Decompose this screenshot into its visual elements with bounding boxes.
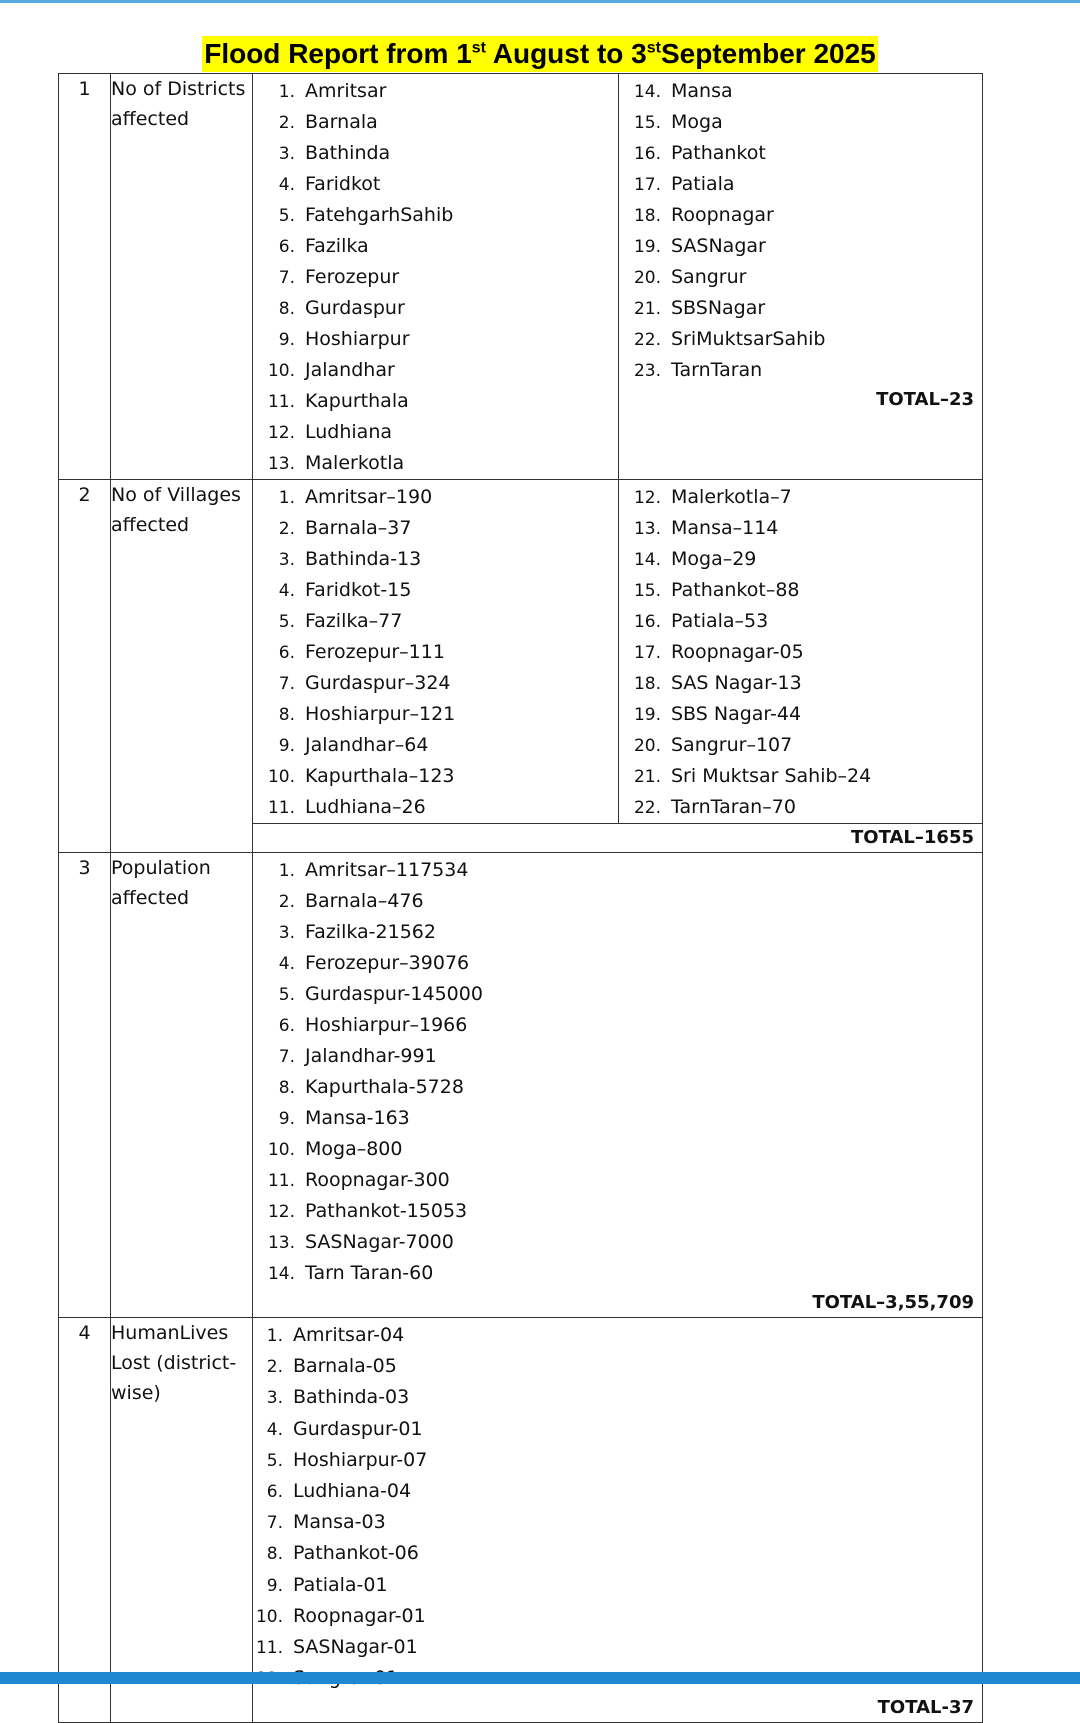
list-item <box>253 513 618 544</box>
list-item <box>619 107 982 138</box>
item-number: 17. <box>633 643 661 663</box>
item-number: 19. <box>633 705 661 725</box>
list-item <box>619 169 982 200</box>
item-text: Pathankot <box>671 142 766 164</box>
item-number: 10. <box>255 1606 283 1627</box>
item-number: 1. <box>266 1326 283 1346</box>
list-column-full <box>253 853 983 1318</box>
item-text: Barnala-05 <box>293 1355 397 1378</box>
item-text: Barnala <box>305 111 378 133</box>
list-item <box>253 417 618 448</box>
item-number: 3. <box>278 923 295 943</box>
section-label: No of Villages affected <box>111 480 253 853</box>
list-item <box>253 1320 982 1351</box>
section-row-districts <box>59 74 983 480</box>
item-text: TarnTaran <box>671 359 763 381</box>
item-number: 20. <box>633 268 661 288</box>
section-label: Population affected <box>111 853 253 1318</box>
item-text: SBSNagar <box>671 297 766 319</box>
item-text: Ferozepur–111 <box>305 641 445 663</box>
item-text: Fazilka <box>305 235 369 257</box>
item-number: 14. <box>633 550 661 570</box>
item-text: Ludhiana <box>305 421 393 443</box>
section-label: HumanLives Lost (district-wise) <box>111 1318 253 1723</box>
list-item <box>253 1570 982 1601</box>
list-item <box>619 792 982 823</box>
list-item <box>253 231 618 262</box>
list-item <box>253 1476 982 1507</box>
list-item <box>619 293 982 324</box>
village-list-left <box>253 480 618 823</box>
item-number: 1. <box>278 82 295 102</box>
list-item <box>253 1507 982 1538</box>
item-number: 23. <box>633 361 661 381</box>
section-number: 4 <box>59 1318 111 1723</box>
item-text: Pathankot–88 <box>671 579 800 601</box>
item-text: SBS Nagar-44 <box>671 703 802 725</box>
title-prefix: Flood Report from 1 <box>204 38 472 69</box>
title-suffix: September 2025 <box>660 38 876 69</box>
list-item <box>253 1196 982 1227</box>
item-number: 5. <box>278 985 295 1005</box>
list-item <box>253 1072 982 1103</box>
item-number: 4. <box>278 954 295 974</box>
item-number: 9. <box>278 736 295 756</box>
item-number: 7. <box>278 1047 295 1067</box>
section-row-population <box>59 853 983 1318</box>
list-item <box>253 1227 982 1258</box>
item-text: Hoshiarpur-07 <box>293 1448 428 1471</box>
item-text: Sangrur–107 <box>671 734 793 756</box>
item-text: Faridkot <box>305 173 381 195</box>
item-number: 15. <box>633 113 661 133</box>
title-sup-2: st <box>646 39 661 57</box>
list-item <box>619 355 982 386</box>
list-item <box>253 979 982 1010</box>
item-number: 14. <box>633 82 661 102</box>
item-number: 18. <box>633 206 661 226</box>
list-item <box>253 1351 982 1382</box>
item-text: Mansa-03 <box>293 1511 386 1534</box>
item-number: 6. <box>278 1016 295 1036</box>
list-item <box>253 107 618 138</box>
item-number: 22. <box>633 330 661 350</box>
list-item <box>253 1103 982 1134</box>
list-item <box>253 1134 982 1165</box>
list-item <box>253 293 618 324</box>
item-number: 12. <box>267 423 295 443</box>
list-item <box>253 886 982 917</box>
list-item <box>253 792 618 823</box>
item-text: Roopnagar-300 <box>305 1169 450 1191</box>
item-number: 5. <box>278 612 295 632</box>
list-item <box>253 1382 982 1413</box>
section-label: No of Districts affected <box>111 74 253 480</box>
report-title <box>202 36 878 72</box>
list-item <box>253 730 618 761</box>
list-item <box>619 513 982 544</box>
item-text: SASNagar-01 <box>293 1636 418 1659</box>
top-border-line <box>0 0 1080 3</box>
item-number: 9. <box>278 1109 295 1129</box>
item-text: Hoshiarpur–121 <box>305 703 456 725</box>
district-list-left <box>253 74 618 479</box>
item-number: 1. <box>278 488 295 508</box>
item-number: 16. <box>633 144 661 164</box>
item-number: 9. <box>266 1575 283 1596</box>
item-number: 10. <box>267 361 295 381</box>
item-number: 6. <box>278 643 295 663</box>
section-total: TOTAL–23 <box>876 389 974 410</box>
list-item <box>619 200 982 231</box>
total-cell <box>253 824 983 853</box>
section-total: TOTAL–1655 <box>851 827 974 848</box>
item-text: Amritsar-04 <box>293 1324 405 1346</box>
item-text: Kapurthala-5728 <box>305 1076 464 1098</box>
item-text: Hoshiarpur <box>305 328 410 350</box>
list-item <box>619 324 982 355</box>
section-number: 3 <box>59 853 111 1318</box>
item-text: Patiala–53 <box>671 610 769 632</box>
item-text: Moga–29 <box>671 548 757 570</box>
item-text: Moga <box>671 111 723 133</box>
item-number: 7. <box>278 674 295 694</box>
list-column-left <box>253 480 619 824</box>
item-text: Ferozepur–39076 <box>305 952 470 974</box>
list-item <box>253 1165 982 1196</box>
list-item <box>619 699 982 730</box>
list-item <box>619 76 982 107</box>
list-item <box>253 606 618 637</box>
item-number: 11. <box>255 1638 283 1659</box>
item-text: Kapurthala <box>305 390 409 412</box>
item-number: 21. <box>633 767 661 787</box>
item-text: SASNagar-7000 <box>305 1231 454 1253</box>
item-text: SriMuktsarSahib <box>671 328 826 350</box>
list-item <box>253 1041 982 1072</box>
list-item <box>619 575 982 606</box>
list-item <box>253 262 618 293</box>
item-text: Bathinda-13 <box>305 548 422 570</box>
list-item <box>253 355 618 386</box>
list-item <box>619 761 982 792</box>
title-middle: August to 3 <box>486 38 647 69</box>
item-text: Gurdaspur <box>305 297 405 319</box>
list-item <box>619 262 982 293</box>
item-text: Gurdaspur-145000 <box>305 983 483 1005</box>
list-item <box>253 917 982 948</box>
list-column-full <box>253 1318 983 1723</box>
list-item <box>253 637 618 668</box>
item-text: Malerkotla <box>305 452 405 474</box>
bottom-accent-bar <box>0 1672 1080 1684</box>
flood-report-table <box>58 73 983 1723</box>
item-text: Roopnagar-05 <box>671 641 804 663</box>
item-text: Ferozepur <box>305 266 400 288</box>
item-text: Roopnagar <box>671 204 774 226</box>
list-item <box>253 1601 982 1632</box>
item-number: 3. <box>278 144 295 164</box>
item-number: 2. <box>278 892 295 912</box>
item-text: Barnala–37 <box>305 517 412 539</box>
item-text: Pathankot-15053 <box>305 1200 468 1222</box>
item-number: 14. <box>267 1264 295 1284</box>
item-number: 22. <box>633 798 661 818</box>
item-text: Patiala-01 <box>293 1573 388 1596</box>
list-item <box>619 544 982 575</box>
list-item <box>253 1414 982 1445</box>
list-item <box>253 575 618 606</box>
list-column-right <box>619 480 983 824</box>
section-total: TOTAL-37 <box>877 1697 974 1719</box>
item-number: 5. <box>278 206 295 226</box>
list-item <box>619 231 982 262</box>
list-item <box>253 1258 982 1289</box>
item-text: Amritsar <box>305 80 387 102</box>
list-item <box>619 637 982 668</box>
item-text: SASNagar <box>671 235 766 257</box>
item-text: Mansa-163 <box>305 1107 410 1129</box>
list-item <box>253 699 618 730</box>
list-item <box>619 668 982 699</box>
item-text: Amritsar–117534 <box>305 859 469 881</box>
item-text: Roopnagar-01 <box>293 1604 426 1627</box>
list-item <box>619 730 982 761</box>
item-number: 10. <box>267 1140 295 1160</box>
section-number: 2 <box>59 480 111 853</box>
list-item <box>253 76 618 107</box>
item-number: 19. <box>633 237 661 257</box>
item-number: 12. <box>267 1202 295 1222</box>
item-text: Mansa <box>671 80 733 102</box>
item-number: 11. <box>267 1171 295 1191</box>
list-item <box>619 606 982 637</box>
list-item <box>253 668 618 699</box>
item-text: Mansa–114 <box>671 517 779 539</box>
item-number: 3. <box>266 1388 283 1409</box>
item-number: 2. <box>278 113 295 133</box>
item-number: 3. <box>278 550 295 570</box>
item-number: 1. <box>278 861 295 881</box>
lives-lost-list <box>253 1318 982 1694</box>
item-number: 12. <box>633 488 661 508</box>
item-text: Jalandhar-991 <box>305 1045 437 1067</box>
item-text: Gurdaspur-01 <box>293 1417 423 1440</box>
item-text: Malerkotla–7 <box>671 486 792 508</box>
list-item <box>253 482 618 513</box>
item-text: Jalandhar–64 <box>305 734 429 756</box>
item-text: Ludhiana–26 <box>305 796 426 818</box>
item-text: Kapurthala–123 <box>305 765 455 787</box>
item-text: Barnala–476 <box>305 890 424 912</box>
list-item <box>253 1538 982 1569</box>
list-item <box>253 1445 982 1476</box>
list-item <box>253 761 618 792</box>
item-number: 4. <box>266 1419 283 1440</box>
item-number: 9. <box>278 330 295 350</box>
list-item <box>253 1010 982 1041</box>
item-number: 20. <box>633 736 661 756</box>
title-sup-1: st <box>471 39 486 57</box>
item-text: Pathankot-06 <box>293 1542 419 1565</box>
item-number: 7. <box>278 268 295 288</box>
item-number: 4. <box>278 581 295 601</box>
item-text: Ludhiana-04 <box>293 1480 412 1503</box>
item-text: Tarn Taran-60 <box>305 1262 434 1284</box>
item-number: 5. <box>266 1450 283 1471</box>
item-text: Bathinda <box>305 142 391 164</box>
item-text: Gurdaspur–324 <box>305 672 451 694</box>
item-number: 6. <box>278 237 295 257</box>
list-item <box>253 948 982 979</box>
item-number: 2. <box>266 1357 283 1378</box>
item-number: 13. <box>267 454 295 474</box>
list-item <box>253 855 982 886</box>
item-text: SAS Nagar-13 <box>671 672 802 694</box>
item-text: Patiala <box>671 173 735 195</box>
list-column-right <box>619 74 983 480</box>
item-number: 11. <box>267 798 295 818</box>
list-item <box>253 386 618 417</box>
item-text: Fazilka-21562 <box>305 921 436 943</box>
section-number: 1 <box>59 74 111 480</box>
item-text: Hoshiarpur–1966 <box>305 1014 468 1036</box>
item-number: 8. <box>266 1544 283 1565</box>
item-number: 4. <box>278 175 295 195</box>
village-list-right <box>619 480 982 823</box>
item-text: Amritsar–190 <box>305 486 433 508</box>
item-number: 8. <box>278 705 295 725</box>
item-number: 21. <box>633 299 661 319</box>
item-number: 6. <box>266 1482 283 1503</box>
item-number: 18. <box>633 674 661 694</box>
list-item <box>253 448 618 479</box>
report-title-wrap <box>0 36 1080 72</box>
item-text: FatehgarhSahib <box>305 204 454 226</box>
item-number: 11. <box>267 392 295 412</box>
item-number: 8. <box>278 299 295 319</box>
list-item <box>253 138 618 169</box>
item-number: 2. <box>278 519 295 539</box>
item-text: Sangrur <box>671 266 747 288</box>
item-number: 10. <box>267 767 295 787</box>
section-row-villages <box>59 480 983 824</box>
list-item <box>253 200 618 231</box>
list-item <box>253 324 618 355</box>
list-item <box>253 1632 982 1663</box>
item-text: Jalandhar <box>305 359 395 381</box>
section-total: TOTAL–3,55,709 <box>812 1292 974 1313</box>
item-number: 15. <box>633 581 661 601</box>
item-text: TarnTaran–70 <box>671 796 796 818</box>
list-item <box>619 138 982 169</box>
item-number: 7. <box>266 1513 283 1534</box>
item-number: 13. <box>633 519 661 539</box>
item-text: Bathinda-03 <box>293 1386 410 1409</box>
section-row-lives-lost <box>59 1318 983 1723</box>
list-item <box>253 544 618 575</box>
item-number: 8. <box>278 1078 295 1098</box>
population-list <box>253 853 982 1289</box>
item-text: Fazilka–77 <box>305 610 403 632</box>
item-number: 13. <box>267 1233 295 1253</box>
item-number: 17. <box>633 175 661 195</box>
list-column-left <box>253 74 619 480</box>
district-list-right <box>619 74 982 386</box>
item-number: 16. <box>633 612 661 632</box>
item-text: Faridkot-15 <box>305 579 412 601</box>
list-item <box>619 482 982 513</box>
item-text: Sri Muktsar Sahib–24 <box>671 765 872 787</box>
item-text: Moga–800 <box>305 1138 403 1160</box>
list-item <box>253 169 618 200</box>
